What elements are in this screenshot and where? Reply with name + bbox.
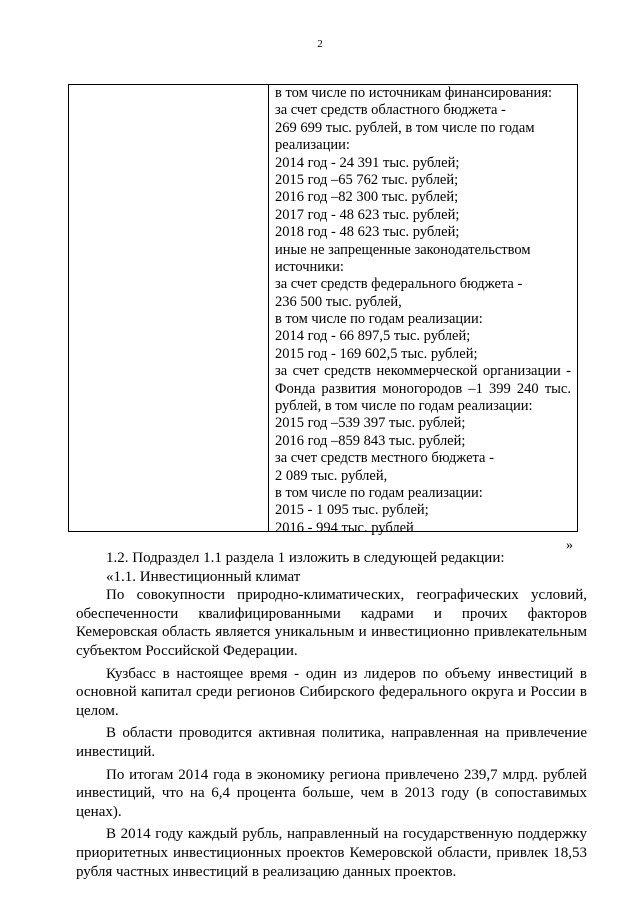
table-line: 2018 год - 48 623 тыс. рублей; bbox=[275, 224, 460, 241]
table-line: 236 500 тыс. рублей, bbox=[275, 293, 402, 310]
table-line: за счет средств областного бюджета - bbox=[275, 102, 506, 119]
table-line: 2016 год –859 843 тыс. рублей; bbox=[275, 432, 466, 449]
table-line: 2016 год –82 300 тыс. рублей; bbox=[275, 189, 459, 206]
document-body bbox=[76, 549, 587, 881]
financing-table bbox=[68, 84, 578, 536]
table-left-cell bbox=[69, 85, 269, 531]
paragraph: В 2014 году каждый рубль, направленный на государственную поддержку приоритетных инвестиционных проектов Кемеровской области, привлек 18,53 рубля частных инвестиций в реализацию данных проектов. bbox=[76, 826, 587, 880]
table-line: рублей, в том числе по годам реализации: bbox=[275, 398, 533, 415]
table-line: 2015 год –65 762 тыс. рублей; bbox=[275, 171, 459, 188]
table-line: 2016 - 994 тыс. рублей bbox=[275, 519, 414, 536]
page-number: 2 bbox=[317, 38, 323, 50]
paragraph: По итогам 2014 года в экономику региона привлечено 239,7 млрд. рублей инвестиций, что на 6,4 процента больше, чем в 2013 году (в сопоставимых ценах). bbox=[76, 766, 587, 820]
paragraph: По совокупности природно-климатических, географических условий, обеспеченности квалифицированными кадрами и прочих факторов Кемеровская область является уникальным и инвестиционно привлекательным субъектом Российской Федерации. bbox=[76, 587, 587, 659]
table-line: 2015 год - 169 602,5 тыс. рублей; bbox=[275, 345, 478, 362]
paragraph: В области проводится активная политика, направленная на привлечение инвестиций. bbox=[76, 725, 587, 760]
table-line: 2015 - 1 095 тыс. рублей; bbox=[275, 502, 429, 519]
table-right-cell bbox=[275, 85, 571, 537]
table-line: Фонда развития моногородов –1 399 240 тыс. bbox=[275, 380, 571, 397]
amendment-item: 1.2. Подраздел 1.1 раздела 1 изложить в следующей редакции: bbox=[106, 550, 505, 566]
table-line: 2014 год - 24 391 тыс. рублей; bbox=[275, 154, 460, 171]
table-line: 2 089 тыс. рублей, bbox=[275, 467, 388, 484]
section-heading: «1.1. Инвестиционный климат bbox=[106, 568, 301, 585]
table-line: в том числе по годам реализации: bbox=[275, 484, 483, 501]
table-line: за счет средств федерального бюджета - bbox=[275, 276, 523, 293]
table-line: 2017 год - 48 623 тыс. рублей; bbox=[275, 206, 460, 223]
table-line: 269 699 тыс. рублей, в том числе по годам bbox=[275, 119, 535, 136]
table-line: 2015 год –539 397 тыс. рублей; bbox=[275, 415, 466, 432]
table-line: иные не запрещенные законодательством bbox=[275, 241, 531, 258]
table-line: в том числе по годам реализации: bbox=[275, 311, 483, 328]
paragraph: Кузбасс в настоящее время - один из лидеров по объему инвестиций в основной капитал среди регионов Сибирского федерального округа и России в целом. bbox=[76, 665, 587, 719]
table-line: за счет средств некоммерческой организации - bbox=[275, 363, 571, 380]
table-line: в том числе по источникам финансирования: bbox=[275, 85, 553, 101]
table-line: источники: bbox=[275, 258, 344, 275]
table-line: за счет средств местного бюджета - bbox=[275, 450, 494, 467]
table-line: реализации: bbox=[275, 137, 350, 154]
closing-quote: » bbox=[566, 538, 573, 553]
table-line: 2014 год - 66 897,5 тыс. рублей; bbox=[275, 328, 471, 345]
